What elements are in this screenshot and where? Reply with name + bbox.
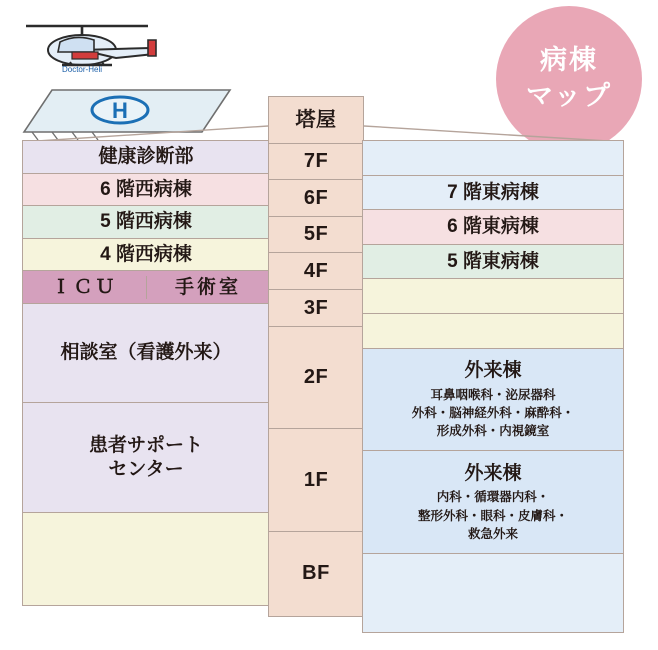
title-line-2: マップ	[526, 81, 612, 111]
outpatient-2f-title: 外来棟	[464, 360, 522, 382]
west-row-6f: 6 階西病棟	[22, 173, 270, 207]
east-row-outpatient-2f	[362, 348, 624, 452]
tower-roof-label: 塔屋	[268, 96, 364, 144]
east-row-5f: 5 階東病棟	[362, 244, 624, 280]
west-row-icu-or	[22, 270, 270, 304]
west-row-basement	[22, 512, 270, 606]
west-row-health-check: 健康診断部	[22, 140, 270, 174]
outpatient-2f-sub2: 外科・脳神経外科・麻酔科・	[411, 405, 575, 420]
outpatient-1f-sub3: 救急外来	[467, 526, 518, 541]
east-wing	[362, 140, 624, 633]
west-row-patient-support-center	[22, 402, 270, 514]
east-row-6f: 6 階東病棟	[362, 209, 624, 245]
tower-floor-6f: 6F	[268, 179, 364, 217]
outpatient-1f-sub2: 整形外科・眼科・皮膚科・	[417, 508, 568, 523]
tower-floor-4f: 4F	[268, 252, 364, 290]
outpatient-1f-title: 外来棟	[464, 462, 522, 484]
tower-floor-1f: 1F	[268, 428, 364, 532]
patient-support-line1: 患者サポート	[88, 434, 203, 456]
east-row-top	[362, 140, 624, 176]
svg-text:Doctor-Heli: Doctor-Heli	[61, 65, 103, 74]
page-title	[496, 6, 642, 152]
helicopter-icon	[20, 10, 160, 80]
outpatient-2f-sub3: 形成外科・内視鏡室	[436, 424, 550, 439]
west-row-consultation: 相談室（看護外来）	[22, 303, 270, 403]
tower-floor-bf: BF	[268, 531, 364, 617]
tower-floor-5f: 5F	[268, 216, 364, 254]
central-tower	[268, 96, 364, 617]
svg-text:H: H	[112, 98, 128, 123]
outpatient-1f-sub1: 内科・循環器内科・	[436, 490, 550, 505]
west-row-4f: 4 階西病棟	[22, 238, 270, 272]
outpatient-2f-sub1: 耳鼻咽喉科・泌尿器科	[430, 387, 556, 402]
tower-floor-3f: 3F	[268, 289, 364, 327]
east-row-outpatient-1f	[362, 450, 624, 554]
east-row-basement	[362, 553, 624, 633]
west-cell-operating-room: 手術室	[146, 276, 269, 300]
helipad-h-icon	[22, 88, 232, 142]
east-row-4f	[362, 278, 624, 314]
west-wing	[22, 140, 270, 606]
tower-floor-7f: 7F	[268, 143, 364, 181]
tower-floor-2f: 2F	[268, 326, 364, 430]
east-row-7f: 7 階東病棟	[362, 175, 624, 211]
east-row-3f	[362, 313, 624, 349]
patient-support-line2: センター	[108, 458, 184, 480]
title-line-1: 病棟	[540, 45, 598, 76]
west-row-5f: 5 階西病棟	[22, 205, 270, 239]
west-cell-icu: ＩＣＵ	[51, 276, 118, 298]
